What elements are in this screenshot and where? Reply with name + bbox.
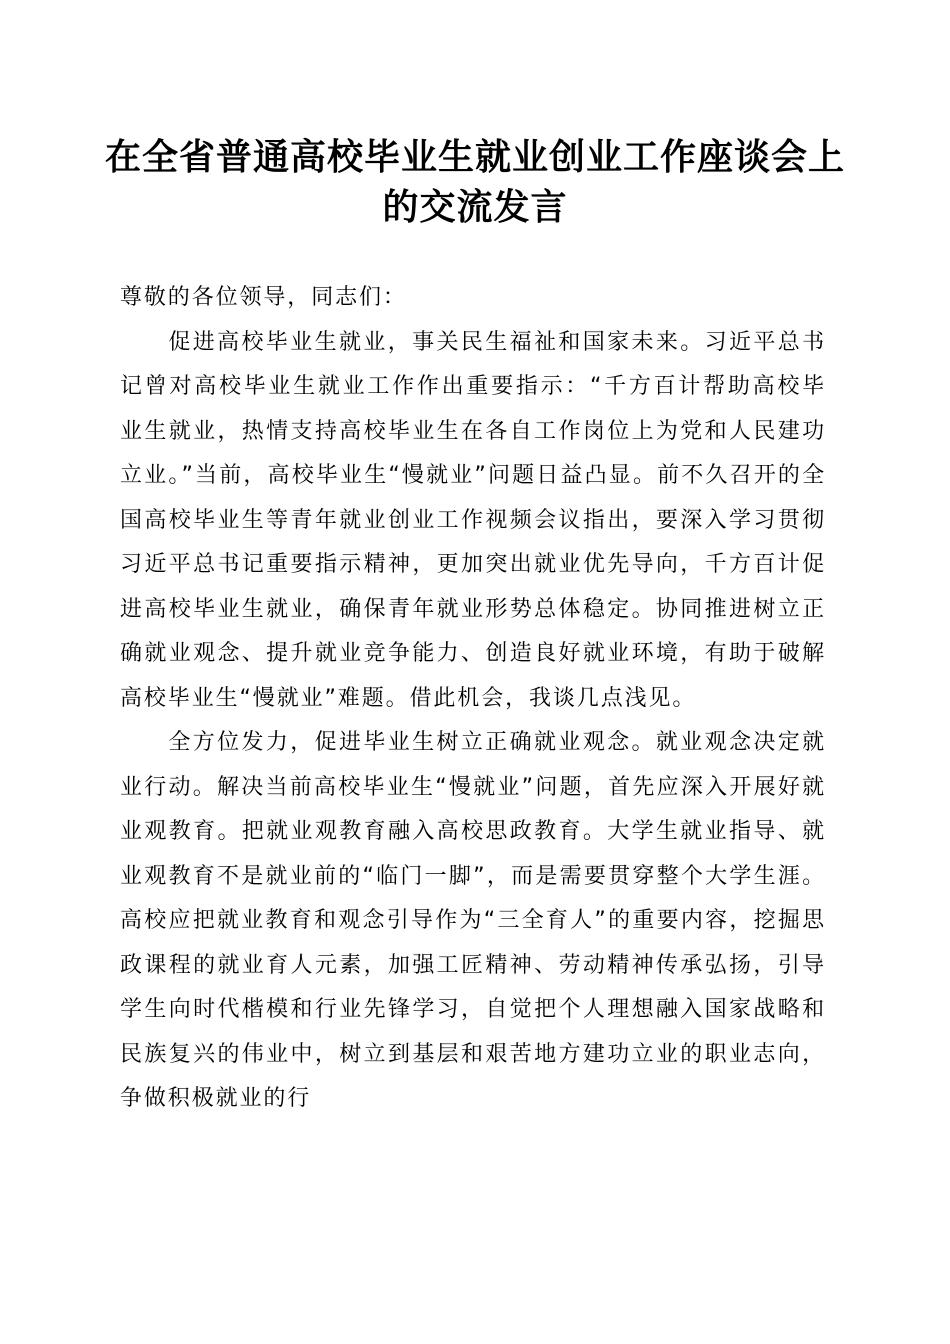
paragraph-1: 促进高校毕业生就业，事关民生福祉和国家未来。习近平总书记曾对高校毕业生就业工作作出重要指示：“千方百计帮助高校毕业生就业，热情支持高校毕业生在各自工作岗位上为党和人民建功立业。”当前，高校毕业生“慢就业”问题日益凸显。前不久召开的全国高校毕业生等青年就业创业工作视频会议指出，要深入学习贯彻习近平总书记重要指示精神，更加突出就业优先导向，千方百计促进高校毕业生就业，确保青年就业形势总体稳定。协同推进树立正确就业观念、提升就业竞争能力、创造良好就业环境，有助于破解高校毕业生“慢就业”难题。借此机会，我谈几点浅见。 bbox=[120, 329, 826, 711]
document-body bbox=[120, 276, 826, 1186]
title-line-1: 在全省普通高校毕业生就业创业工作座谈会上 bbox=[104, 136, 845, 178]
greeting: 尊敬的各位领导，同志们： bbox=[120, 285, 407, 310]
paragraph-2: 全方位发力，促进毕业生树立正确就业观念。就业观念决定就业行动。解决当前高校毕业生“慢就业”问题，首先应深入开展好就业观教育。把就业观教育融入高校思政教育。大学生就业指导、就业观教育不是就业前的“临门一脚”，而是需要贯穿整个大学生涯。高校应把就业教育和观念引导作为“三全育人”的重要内容，挖掘思政课程的就业育人元素，加强工匠精神、劳动精神传承弘扬，引导学生向时代楷模和行业先锋学习，自觉把个人理想融入国家战略和民族复兴的伟业中，树立到基层和艰苦地方建功立业的职业志向，争做积极就业的行 bbox=[120, 730, 826, 1111]
title-line-2: 的交流发言 bbox=[382, 186, 568, 228]
document-title bbox=[100, 132, 850, 232]
